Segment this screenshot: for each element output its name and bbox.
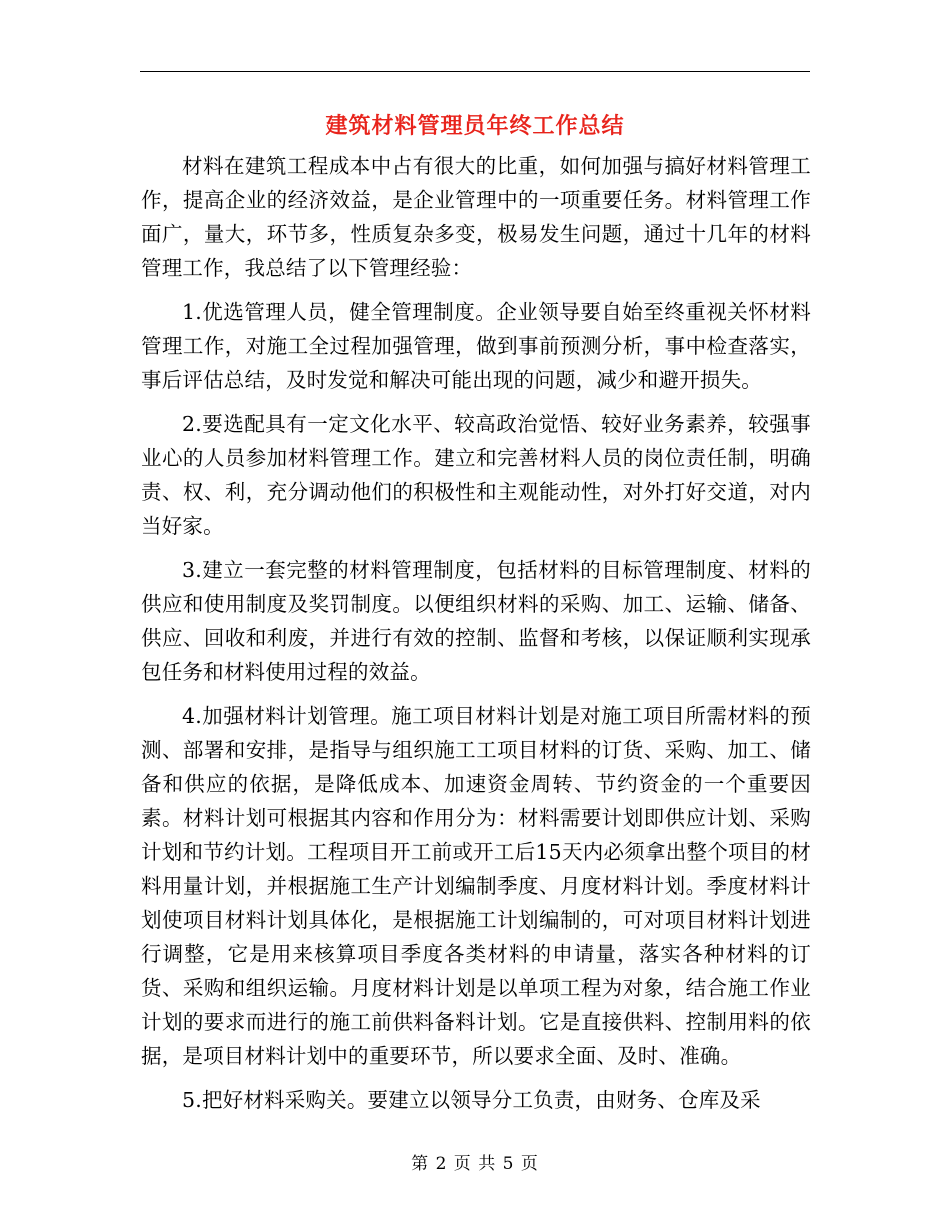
paragraph-item-5: 5.把好材料采购关。要建立以领导分工负责，由财务、仓库及采 — [182, 1088, 761, 1112]
paragraph-intro: 材料在建筑工程成本中占有很大的比重，如何加强与搞好材料管理工作，提高企业的经济效益，是企业管理中的一项重要任务。材料管理工作面广，量大，环节多，性质复杂多变，极易发生问题，通过十几年的材料管理工作，我总结了以下管理经验： — [141, 154, 811, 280]
paragraph-item-2: 2.要选配具有一定文化水平、较高政治觉悟、较好业务素养，较强事业心的人员参加材料管理工作。建立和完善材料人员的岗位责任制，明确责、权、利，充分调动他们的积极性和主观能动性，对外打好交道，对内当好家。 — [141, 412, 811, 538]
page-number-footer: 第 2 页 共 5 页 — [411, 1154, 539, 1174]
paragraph-item-4: 4.加强材料计划管理。施工项目材料计划是对施工项目所需材料的预测、部署和安排，是指导与组织施工工项目材料的订货、采购、加工、储备和供应的依据，是降低成本、加速资金周转、节约资金的一个重要因素。材料计划可根据其内容和作用分为：材料需要计划即供应计划、采购计划和节约计划。工程项目开工前或开工后15天内必须拿出整个项目的材料用量计划，并根据施工生产计划编制季度、月度材料计划。季度材料计划使项目材料计划具体化，是根据施工计划编制的，可对项目材料计划进行调整，它是用来核算项目季度各类材料的申请量，落实各种材料的订货、采购和组织运输。月度材料计划是以单项工程为对象，结合施工作业计划的要求而进行的施工前供料备料计划。它是直接供料、控制用料的依据，是项目材料计划中的重要环节，所以要求全面、及时、准确。 — [141, 704, 811, 1068]
paragraph-item-3: 3.建立一套完整的材料管理制度，包括材料的目标管理制度、材料的供应和使用制度及奖罚制度。以便组织材料的采购、加工、运输、储备、供应、回收和利废，并进行有效的控制、监督和考核，以保证顺利实现承包任务和材料使用过程的效益。 — [141, 558, 811, 684]
header-rule — [140, 71, 810, 72]
document-title: 建筑材料管理员年终工作总结 — [325, 113, 625, 139]
paragraph-item-1: 1.优选管理人员，健全管理制度。企业领导要自始至终重视关怀材料管理工作，对施工全过程加强管理，做到事前预测分析，事中检查落实，事后评估总结，及时发觉和解决可能出现的问题，减少和避开损失。 — [141, 300, 811, 392]
document-body — [141, 149, 811, 1127]
